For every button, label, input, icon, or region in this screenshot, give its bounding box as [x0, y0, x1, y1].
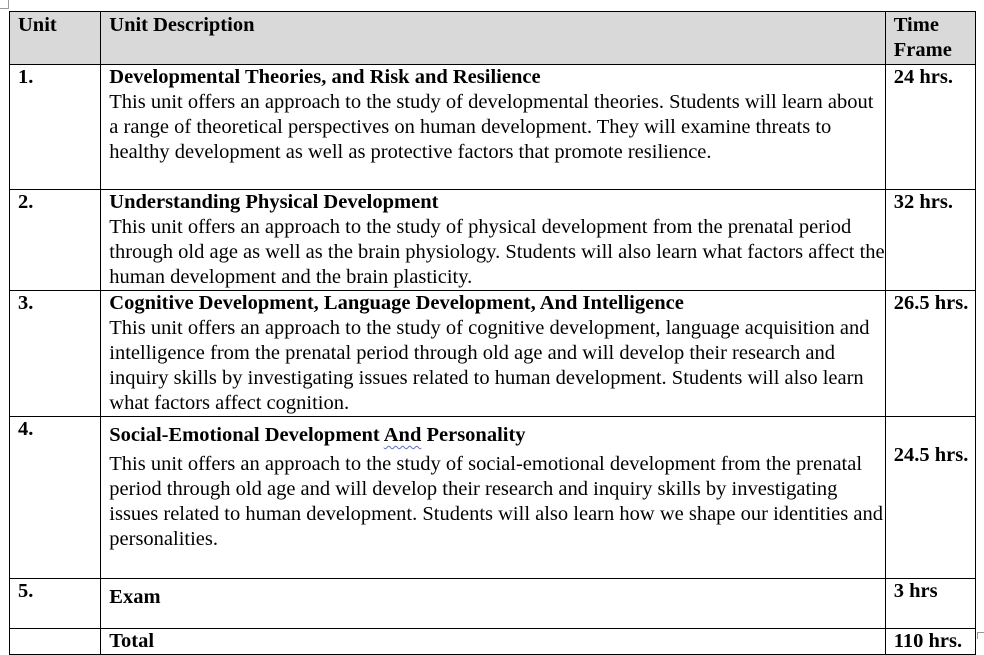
page-corner-mark — [977, 632, 984, 639]
table-row — [10, 417, 976, 579]
table-row — [10, 190, 976, 291]
unit-time-frame: 24 hrs. — [885, 65, 975, 190]
unit-number: 4. — [10, 417, 101, 579]
unit-time-frame: 26.5 hrs. — [885, 291, 975, 417]
total-label: Total — [109, 630, 155, 652]
unit-time-frame: 32 hrs. — [885, 190, 975, 291]
unit-title-part: Personality — [421, 424, 526, 446]
unit-description-cell — [101, 190, 885, 291]
unit-time-frame: 3 hrs — [885, 579, 975, 629]
total-label-cell — [101, 629, 885, 655]
unit-number: 5. — [10, 579, 101, 629]
header-row — [10, 12, 976, 65]
unit-description-cell — [101, 417, 885, 579]
total-time: 110 hrs. — [885, 629, 975, 655]
unit-description-cell — [101, 291, 885, 417]
total-row — [10, 629, 976, 655]
unit-title: Cognitive Development, Language Development, And Intelligence — [109, 292, 684, 314]
header-unit: Unit — [10, 12, 101, 65]
unit-title — [109, 423, 884, 448]
unit-description: This unit offers an approach to the study of social-emotional development from the prenatal period through old age and will develop their research and inquiry skills by investigating issues related to human development. Students will also learn how we shape our identities and personalities. — [109, 453, 883, 550]
unit-title: Developmental Theories, and Risk and Resilience — [109, 66, 541, 88]
unit-title: Understanding Physical Development — [109, 191, 439, 213]
unit-description: This unit offers an approach to the study of developmental theories. Students will learn about a range of theoretical perspectives on human development. They will examine threats to healthy development as well as protective factors that promote resilience. — [109, 91, 874, 163]
spellcheck-flagged-word[interactable]: And — [383, 424, 422, 446]
header-description: Unit Description — [101, 12, 885, 65]
header-time-frame: Time Frame — [885, 12, 975, 65]
unit-description-cell — [101, 579, 885, 629]
unit-title-part: Social-Emotional Development — [109, 424, 384, 446]
page-corner-mark — [0, 0, 9, 9]
unit-title: Exam — [109, 586, 161, 608]
unit-number: 3. — [10, 291, 101, 417]
unit-description: This unit offers an approach to the study of cognitive development, language acquisition and intelligence from the prenatal period through old age and will develop their research and inquiry skills by investigating issues related to human development. Students will also learn what factors affect cognition. — [109, 317, 870, 414]
table-row — [10, 579, 976, 629]
unit-description-cell — [101, 65, 885, 190]
unit-time-frame: 24.5 hrs. — [885, 417, 975, 579]
table-row — [10, 291, 976, 417]
unit-number: 2. — [10, 190, 101, 291]
total-unit-cell — [10, 629, 101, 655]
unit-table — [9, 11, 976, 655]
unit-number: 1. — [10, 65, 101, 190]
unit-description: This unit offers an approach to the study of physical development from the prenatal period through old age as well as the brain physiology. Students will also learn what factors affect the human development and the brain plasticity. — [109, 216, 885, 288]
table-row — [10, 65, 976, 190]
